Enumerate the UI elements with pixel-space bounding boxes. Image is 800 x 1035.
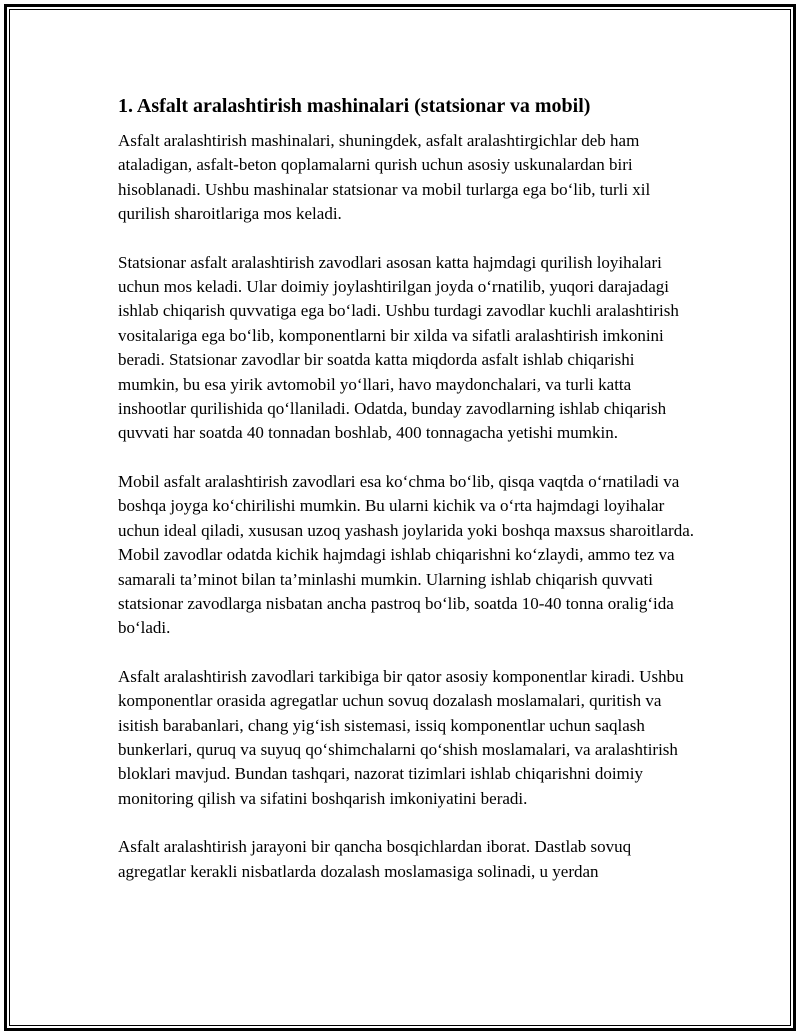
- paragraph-process: Asfalt aralashtirish jarayoni bir qancha bosqichlardan iborat. Dastlab sovuq agregatlar kerakli nisbatlarda dozalash moslamasiga solinadi, u yerdan: [118, 837, 632, 881]
- paragraph-intro: Asfalt aralashtirish mashinalari, shuningdek, asfalt aralashtirgichlar deb ham ataladigan, asfalt-beton qoplamalarni qurish uchun asosiy uskunalardan biri hisoblanadi. Ushbu mashinalar statsionar va mobil turlarga ega bo‘lib, turli xil qurilish sharoitlariga mos keladi.: [118, 131, 651, 224]
- paragraph-components: Asfalt aralashtirish zavodlari tarkibiga bir qator asosiy komponentlar kiradi. Ushbu komponentlar orasida agregatlar uchun sovuq dozalash moslamalari, quritish va isitish barabanlari, chang yig‘ish sistemasi, issiq komponentlar uchun saqlash bunkerlari, quruq va suyuq qo‘shimchalarni qo‘shish moslamalari, va aralashtirish bloklari mavjud. Bundan tashqari, nazorat tizimlari ishlab chiqarishni doimiy monitoring qilish va sifatini boshqarish imkoniyatini beradi.: [118, 666, 684, 808]
- document-body: [118, 92, 698, 908]
- paragraph-mobile-plants: Mobil asfalt aralashtirish zavodlari esa ko‘chma bo‘lib, qisqa vaqtda o‘rnatiladi va boshqa joyga ko‘chirilishi mumkin. Bu ularni kichik va o‘rta hajmdagi loyihalar uchun ideal qiladi, xususan uzoq yashash joylarida yoki boshqa maxsus sharoitlarda. Mobil zavodlar odatda kichik hajmdagi ishlab chiqarishni ko‘zlaydi, ammo tez va samarali ta’minot bilan ta’minlashi mumkin. Ularning ishlab chiqarish quvvati statsionar zavodlarga nisbatan ancha pastroq bo‘lib, soatda 10-40 tonna oralig‘ida bo‘ladi.: [118, 471, 694, 638]
- section-heading: 1. Asfalt aralashtirish mashinalari (statsionar va mobil): [118, 95, 591, 117]
- paragraph-stationary-plants: Statsionar asfalt aralashtirish zavodlari asosan katta hajmdagi qurilish loyihalari uchun mos keladi. Ular doimiy joylashtirilgan joyda o‘rnatilib, yuqori darajadagi ishlab chiqarish quvvatiga ega bo‘ladi. Ushbu turdagi zavodlar kuchli aralashtirish vositalariga ega bo‘lib, komponentlarni bir xilda va sifatli aralashtirish imkonini beradi. Statsionar zavodlar bir soatda katta miqdorda asfalt ishlab chiqarishi mumkin, bu esa yirik avtomobil yo‘llari, havo maydonchalari, va turli katta inshootlar qurilishida qo‘llaniladi. Odatda, bunday zavodlarning ishlab chiqarish quvvati har soatda 40 tonnadan boshlab, 400 tonnagacha yetishi mumkin.: [118, 252, 679, 443]
